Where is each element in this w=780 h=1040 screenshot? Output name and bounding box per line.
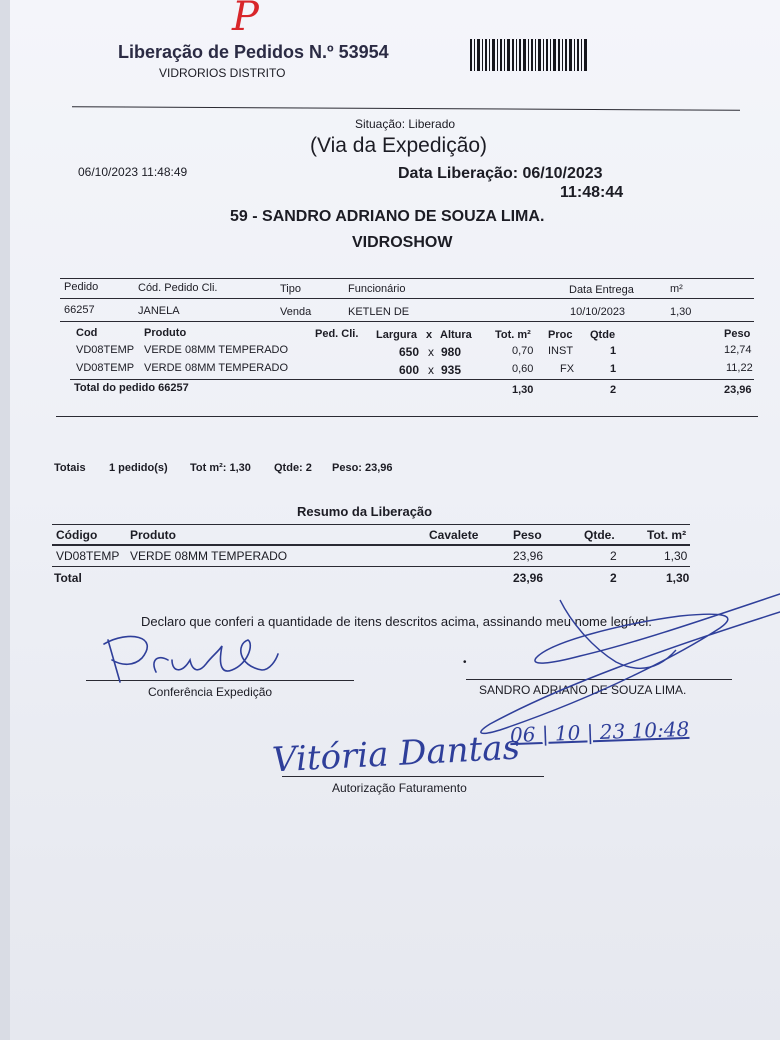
item-1-x: x <box>428 345 434 359</box>
summary-total-label: Total <box>54 571 82 585</box>
summary-row-produto: VERDE 08MM TEMPERADO <box>130 549 288 563</box>
handwritten-signature-right <box>440 590 780 740</box>
header-divider <box>72 106 740 110</box>
summary-title: Resumo da Liberação <box>297 504 433 519</box>
col-m2: m² <box>670 283 683 295</box>
release-time: 11:48:44 <box>560 184 624 201</box>
summary-row-peso: 23,96 <box>513 549 544 563</box>
signature-dot: • <box>463 657 467 668</box>
col-pedido: Pedido <box>64 281 99 293</box>
summary-col-cavalete: Cavalete <box>429 528 479 542</box>
totals-peso: Peso: 23,96 <box>332 462 393 474</box>
item-2-x: x <box>428 363 434 377</box>
item-1-cod: VD08TEMP <box>76 344 135 356</box>
customer-company: VIDROSHOW <box>352 234 453 251</box>
handwritten-authorizer-name: Vitória Dantas <box>271 727 521 781</box>
via-label: (Via da Expedição) <box>310 134 488 157</box>
release-date: Data Liberação: 06/10/2023 <box>398 165 603 182</box>
summary-col-peso: Peso <box>513 528 542 542</box>
totals-tot-m2: Tot m²: 1,30 <box>190 462 251 474</box>
customer-name: 59 - SANDRO ADRIANO DE SOUZA LIMA. <box>230 208 545 225</box>
totals-label: Totais <box>54 462 86 474</box>
signature-label-left: Conferência Expedição <box>148 685 273 699</box>
order-total-qtde: 2 <box>610 384 617 396</box>
signature-label-right: SANDRO ADRIANO DE SOUZA LIMA. <box>479 683 687 697</box>
col-funcionario: Funcionário <box>348 283 406 295</box>
summary-total-qtde: 2 <box>610 571 617 585</box>
declaration-text: Declaro que conferi a quantidade de itens descritos acima, assinando meu nome legível. <box>141 614 652 629</box>
order-cod-cli: JANELA <box>138 305 180 317</box>
item-col-largura: Largura <box>376 329 417 341</box>
item-col-produto: Produto <box>144 327 187 339</box>
order-pedido: 66257 <box>64 304 95 316</box>
summary-total-peso: 23,96 <box>513 571 544 585</box>
order-table-bottom-rule <box>56 416 758 417</box>
document-page <box>10 0 780 1040</box>
item-col-cod: Cod <box>76 327 98 339</box>
summary-total-rule <box>52 566 690 567</box>
item-2-altura: 935 <box>441 363 462 377</box>
order-funcionario: KETLEN DE <box>348 306 410 318</box>
summary-row-tot-m2: 1,30 <box>664 549 688 563</box>
print-datetime: 06/10/2023 11:48:49 <box>78 165 188 179</box>
col-data-entrega: Data Entrega <box>569 284 634 296</box>
col-tipo: Tipo <box>280 283 301 295</box>
item-1-peso: 12,74 <box>724 344 752 356</box>
item-2-produto: VERDE 08MM TEMPERADO <box>144 362 289 374</box>
status-text: Situação: Liberado <box>355 117 456 131</box>
item-2-largura: 600 <box>399 363 420 377</box>
handwritten-red-mark: P <box>232 0 259 40</box>
item-col-peso: Peso <box>724 328 751 340</box>
summary-col-tot-m2: Tot. m² <box>647 528 687 542</box>
item-1-proc: INST <box>548 345 574 357</box>
order-table-top-rule <box>60 278 754 279</box>
summary-col-qtde: Qtde. <box>584 528 615 542</box>
order-header-rule <box>60 298 754 299</box>
order-data-entrega: 10/10/2023 <box>570 306 626 318</box>
summary-top-rule <box>52 524 690 525</box>
item-1-largura: 650 <box>399 345 420 359</box>
summary-row-qtde: 2 <box>610 549 617 563</box>
company-name: VIDRORIOS DISTRITO <box>159 66 286 80</box>
order-tipo: Venda <box>280 306 312 318</box>
order-m2: 1,30 <box>670 306 692 318</box>
handwritten-date: 06 | 10 | 23 10:48 <box>509 716 690 748</box>
item-col-proc: Proc <box>548 329 573 341</box>
summary-header-rule <box>52 544 690 546</box>
signature-line-bottom <box>282 776 544 777</box>
order-total-label: Total do pedido 66257 <box>74 382 189 394</box>
barcode <box>470 39 588 71</box>
item-col-qtde: Qtde <box>590 329 616 341</box>
order-total-peso: 23,96 <box>724 384 752 396</box>
document-title: Liberação de Pedidos N.º 53954 <box>118 42 389 62</box>
item-col-x: x <box>426 329 433 341</box>
item-2-cod: VD08TEMP <box>76 362 135 374</box>
summary-total-tot-m2: 1,30 <box>666 571 690 585</box>
order-total-m2: 1,30 <box>512 384 534 396</box>
item-2-qtde: 1 <box>610 363 617 375</box>
handwritten-signature-left <box>98 630 298 690</box>
item-1-tot-m2: 0,70 <box>512 345 534 357</box>
totals-pedidos: 1 pedido(s) <box>109 462 168 474</box>
signature-label-bottom: Autorização Faturamento <box>332 781 467 795</box>
item-2-tot-m2: 0,60 <box>512 363 534 375</box>
item-1-produto: VERDE 08MM TEMPERADO <box>144 344 289 356</box>
item-col-tot-m2: Tot. m² <box>495 329 531 341</box>
item-2-proc: FX <box>560 363 575 375</box>
item-2-peso: 11,22 <box>726 362 753 374</box>
item-col-altura: Altura <box>440 329 472 341</box>
item-col-ped-cli: Ped. Cli. <box>315 328 359 340</box>
totals-qtde: Qtde: 2 <box>274 462 312 474</box>
items-total-rule <box>70 379 754 380</box>
col-cod-cli: Cód. Pedido Cli. <box>138 282 218 294</box>
order-row-rule <box>60 321 754 322</box>
summary-col-produto: Produto <box>130 528 176 542</box>
summary-row-codigo: VD08TEMP <box>56 549 120 563</box>
item-1-altura: 980 <box>441 345 462 359</box>
summary-col-codigo: Código <box>56 528 98 542</box>
item-1-qtde: 1 <box>610 345 617 357</box>
